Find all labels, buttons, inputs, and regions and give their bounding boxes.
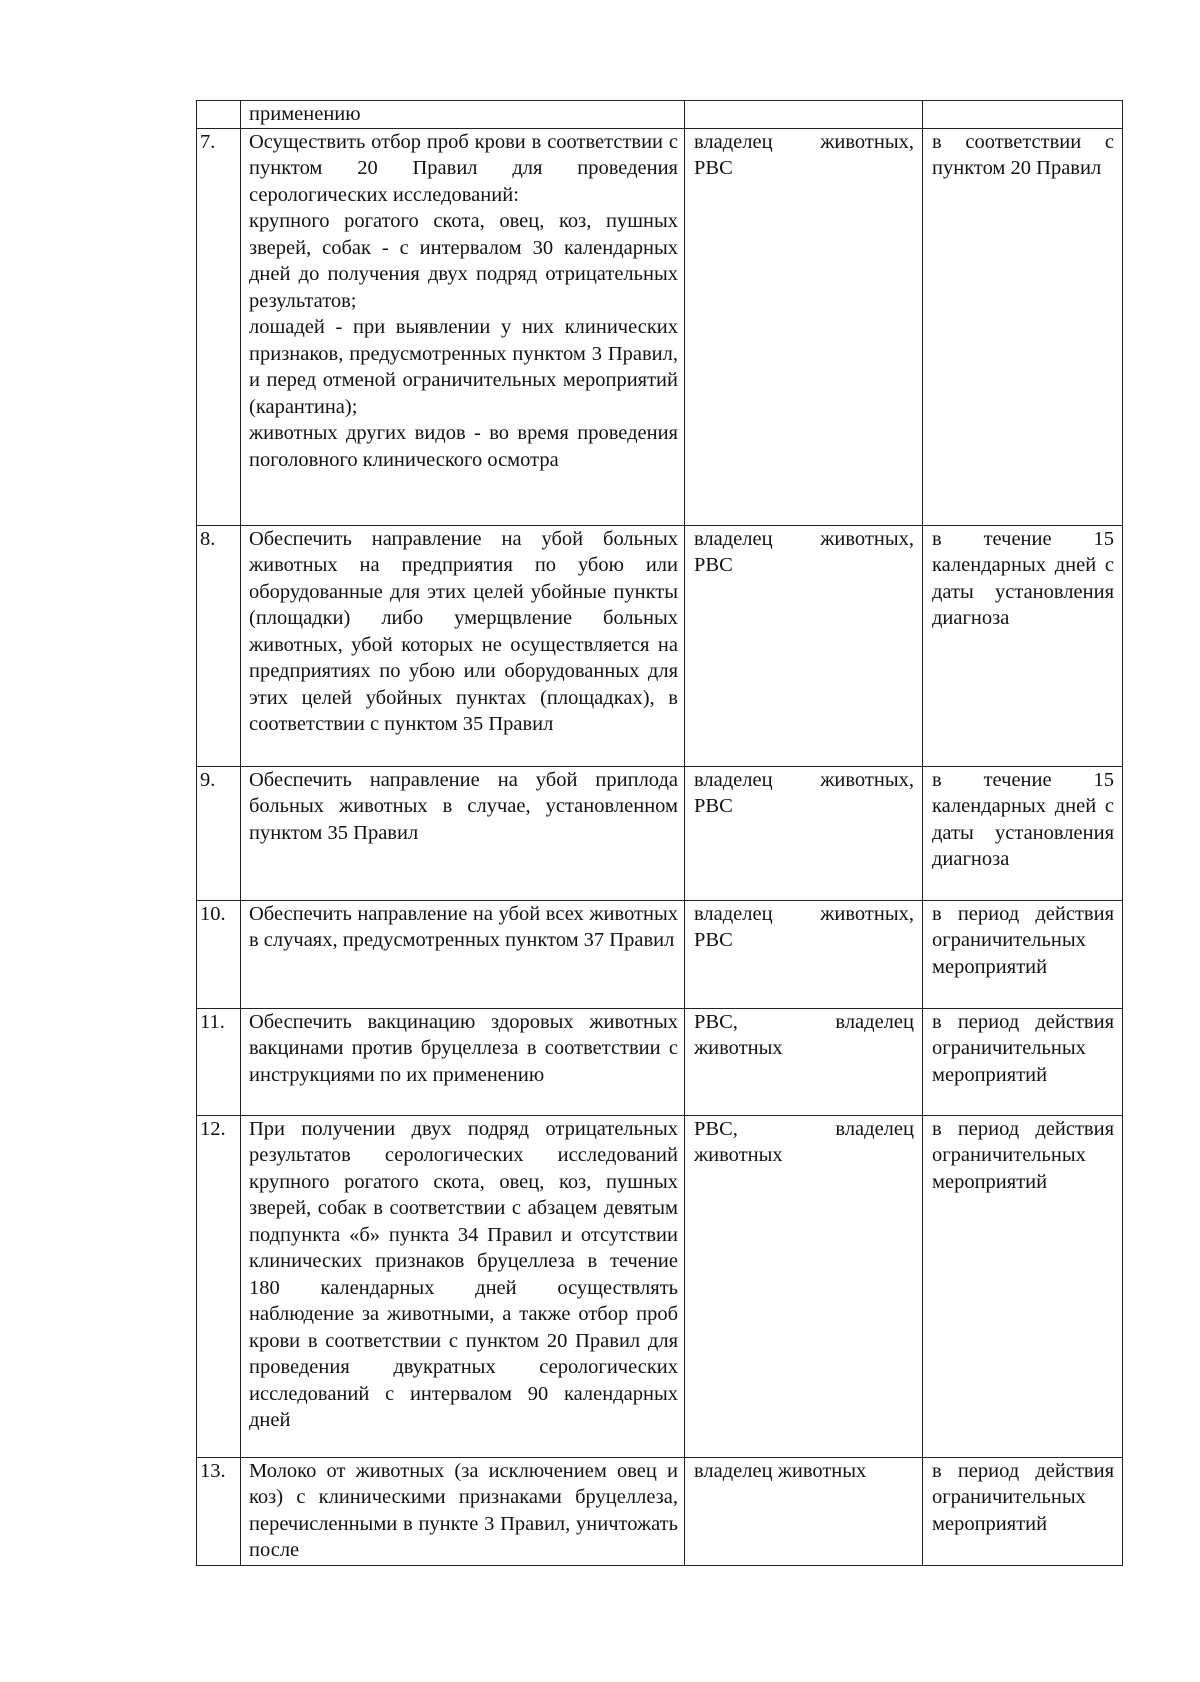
measure-paragraph: Обеспечить направление на убой приплода больных животных в случае, установленном пунктом 35 Правил	[249, 768, 678, 844]
row-number: 8.	[197, 525, 241, 766]
term-cell: в соответствии с пунктом 20 Правил	[923, 128, 1123, 525]
table-row	[197, 1115, 1123, 1457]
table-row	[197, 766, 1123, 900]
measure-paragraph: крупного рогатого скота, овец, коз, пушных зверей, собак - с интервалом 30 календарных дней до получения двух подряд отрицательных результатов;	[249, 210, 678, 312]
table-row	[197, 1457, 1123, 1565]
term-cell	[923, 101, 1123, 129]
row-number: 12.	[197, 1115, 241, 1457]
measure-paragraph: Молоко от животных (за исключением овец и коз) с клиническими признаками бруцеллеза, перечисленными в пункте 3 Правил, уничтожать после	[249, 1459, 678, 1561]
measure-paragraph: Обеспечить вакцинацию здоровых животных вакцинами против бруцеллеза в соответствии с инструкциями по их применению	[249, 1010, 678, 1086]
measure-paragraph: Осуществить отбор проб крови в соответствии с пунктом 20 Правил для проведения серологических исследований:	[249, 130, 678, 206]
table-row	[197, 900, 1123, 1008]
row-number: 11.	[197, 1008, 241, 1115]
measure-paragraph: При получении двух подряд отрицательных результатов серологических исследований крупного рогатого скота, овец, коз, пушных зверей, собак в соответствии с абзацем девятым подпункта «б» пункта 34 Правил и отсутствии клинических признаков бруцеллеза в течение 180 календарных дней осуществлять наблюдение за животными, а также отбор проб крови в соответствии с пунктом 20 Правил для проведения двукратных серологических исследований с интервалом 90 календарных дней	[249, 1117, 678, 1431]
responsible-cell	[685, 101, 923, 129]
measure-cell	[241, 766, 685, 900]
term-cell: в период действия ограничительных мероприятий	[923, 1115, 1123, 1457]
term-cell: в период действия ограничительных мероприятий	[923, 1457, 1123, 1565]
term-cell: в период действия ограничительных мероприятий	[923, 900, 1123, 1008]
term-cell: в течение 15 календарных дней с даты установления диагноза	[923, 766, 1123, 900]
measures-table	[196, 100, 1123, 1566]
responsible-cell: владелец животных, РВС	[685, 525, 923, 766]
row-number	[197, 101, 241, 129]
responsible-cell: РВС, владелец животных	[685, 1008, 923, 1115]
measure-cell	[241, 1008, 685, 1115]
table-row	[197, 525, 1123, 766]
row-number: 13.	[197, 1457, 241, 1565]
responsible-cell: владелец животных, РВС	[685, 766, 923, 900]
measure-cell	[241, 1115, 685, 1457]
row-number: 9.	[197, 766, 241, 900]
responsible-cell: владелец животных, РВС	[685, 128, 923, 525]
term-cell: в период действия ограничительных мероприятий	[923, 1008, 1123, 1115]
table-row	[197, 128, 1123, 525]
table-row	[197, 101, 1123, 129]
term-cell: в течение 15 календарных дней с даты установления диагноза	[923, 525, 1123, 766]
row-number: 10.	[197, 900, 241, 1008]
measures-table-body	[197, 101, 1123, 1566]
responsible-cell: владелец животных, РВС	[685, 900, 923, 1008]
responsible-cell: РВС, владелец животных	[685, 1115, 923, 1457]
measure-paragraph: Обеспечить направление на убой всех животных в случаях, предусмотренных пунктом 37 Правил	[249, 902, 678, 951]
measure-paragraph: лошадей - при выявлении у них клинических признаков, предусмотренных пунктом 3 Правил, и перед отменой ограничительных мероприятий (карантина);	[249, 316, 678, 418]
measure-cell	[241, 900, 685, 1008]
measure-cell	[241, 1457, 685, 1565]
row-number: 7.	[197, 128, 241, 525]
measure-text: применению	[249, 103, 361, 125]
measure-paragraph: животных других видов - во время проведения поголовного клинического осмотра	[249, 422, 678, 471]
measure-cell	[241, 101, 685, 129]
measure-cell	[241, 525, 685, 766]
responsible-cell: владелец животных	[685, 1457, 923, 1565]
measure-cell	[241, 128, 685, 525]
measure-paragraph: Обеспечить направление на убой больных животных на предприятия по убою или оборудованные для этих целей убойные пункты (площадки) либо умерщвление больных животных, убой которых не осуществляется на предприятиях по убою или оборудованных для этих целей убойных пунктах (площадках), в соответствии с пунктом 35 Правил	[249, 527, 678, 735]
table-row	[197, 1008, 1123, 1115]
